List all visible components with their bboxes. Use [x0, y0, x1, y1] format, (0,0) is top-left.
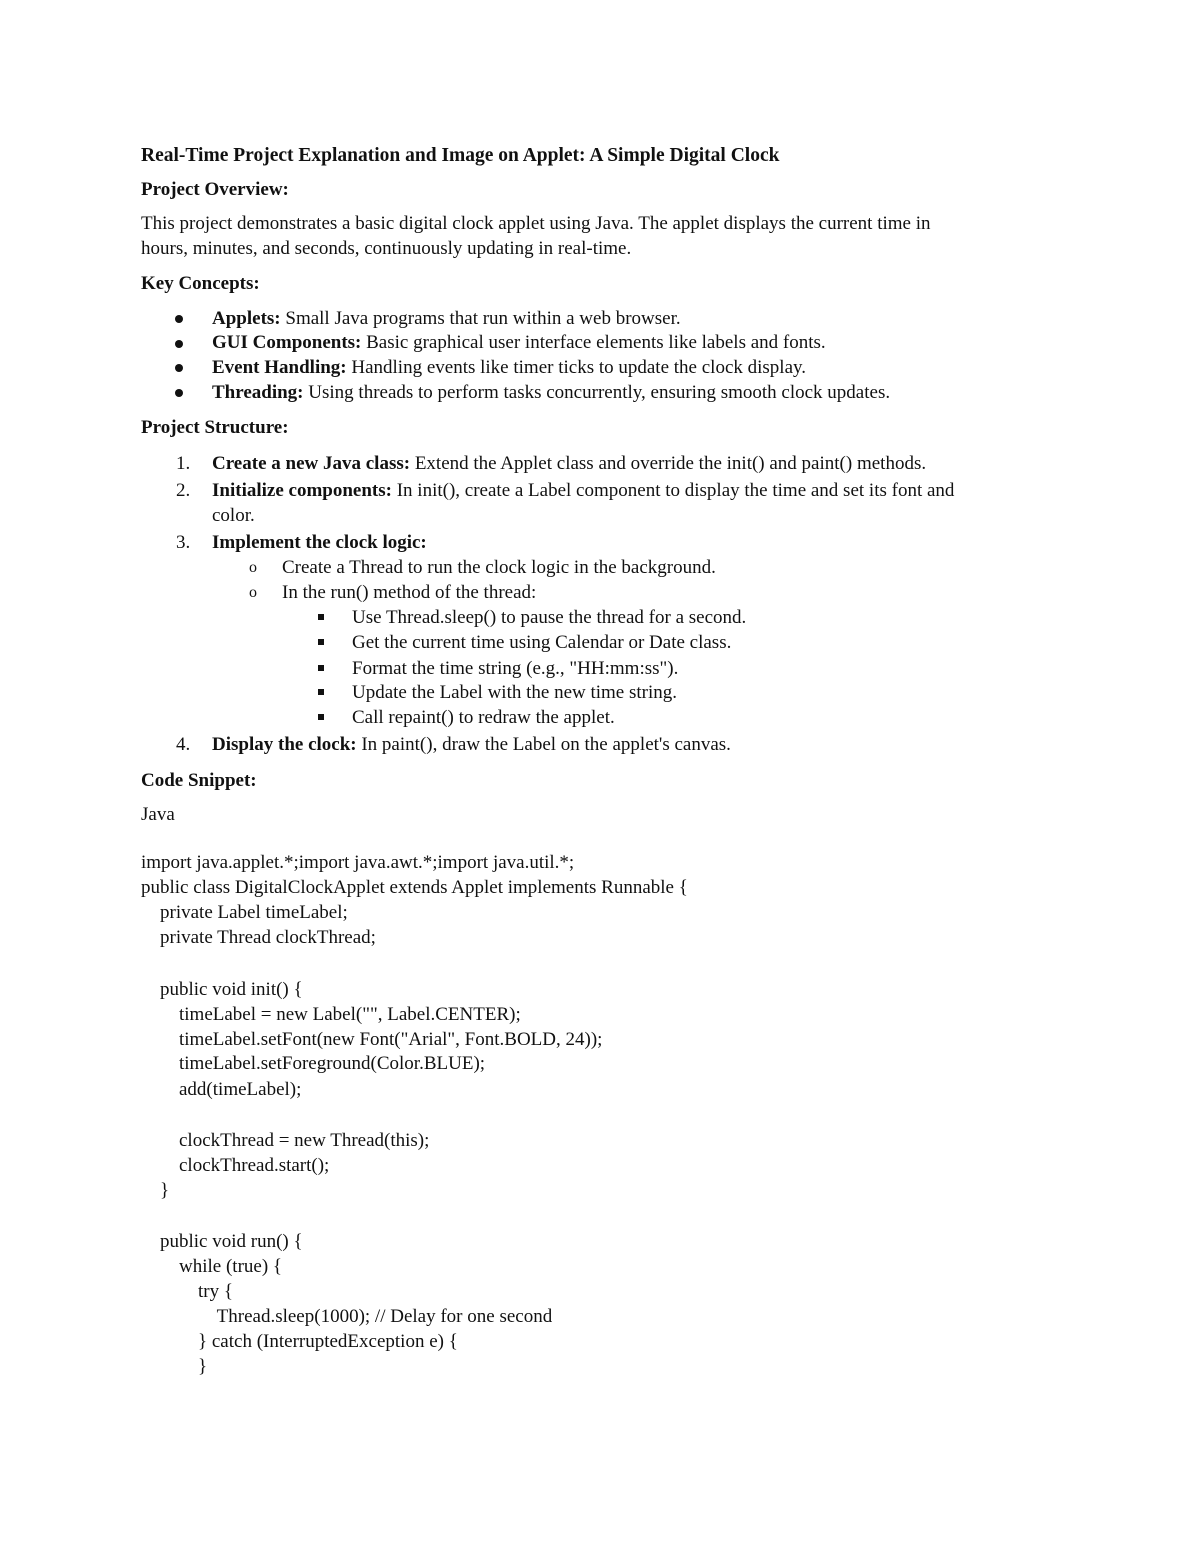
list-item — [212, 357, 806, 379]
list-item — [212, 308, 681, 330]
bullet-icon — [175, 315, 183, 323]
code-line: import java.applet.*;import java.awt.*;import java.util.*; — [141, 852, 575, 873]
list-item — [212, 332, 826, 354]
document-title: Real-Time Project Explanation and Image on Applet: A Simple Digital Clock — [141, 145, 780, 166]
code-line: private Label timeLabel; — [141, 902, 348, 923]
step-term: Implement the clock logic: — [212, 532, 427, 553]
code-line: Thread.sleep(1000); // Delay for one second — [141, 1306, 553, 1327]
step-text: Extend the Applet class and override the init() and paint() methods. — [410, 453, 927, 474]
code-line: public void init() { — [141, 979, 303, 1000]
code-line: } — [141, 1356, 208, 1377]
square-bullet-icon — [318, 714, 324, 720]
sub-sub-list-item: Format the time string (e.g., "HH:mm:ss"). — [352, 658, 679, 679]
list-item — [212, 382, 890, 404]
step-text-continued: color. — [212, 505, 255, 526]
sub-bullet-marker: o — [249, 559, 257, 576]
code-line: private Thread clockThread; — [141, 927, 376, 948]
square-bullet-icon — [318, 665, 324, 671]
overview-text-line-1: This project demonstrates a basic digital clock applet using Java. The applet displays the current time in — [141, 213, 931, 234]
step-number: 1. — [176, 453, 191, 474]
square-bullet-icon — [318, 689, 324, 695]
code-line: timeLabel = new Label("", Label.CENTER); — [141, 1004, 521, 1025]
sub-list-item: Create a Thread to run the clock logic in the background. — [282, 557, 716, 578]
step-text: In init(), create a Label component to display the time and set its font and — [391, 480, 955, 501]
bullet-icon — [175, 340, 183, 348]
list-item — [212, 532, 427, 554]
sub-sub-list-item: Call repaint() to redraw the applet. — [352, 707, 615, 728]
sub-sub-list-item: Update the Label with the new time string. — [352, 682, 678, 703]
sub-bullet-marker: o — [249, 584, 257, 601]
concept-term: Threading: — [212, 382, 304, 403]
concept-text: Basic graphical user interface elements like labels and fonts. — [361, 332, 826, 353]
overview-text-line-2: hours, minutes, and seconds, continuously updating in real-time. — [141, 238, 632, 259]
project-structure-heading: Project Structure: — [141, 417, 289, 438]
key-concepts-heading: Key Concepts: — [141, 273, 260, 294]
step-number: 2. — [176, 480, 191, 501]
bullet-icon — [175, 364, 183, 372]
code-line: timeLabel.setForeground(Color.BLUE); — [141, 1053, 486, 1074]
code-line: clockThread = new Thread(this); — [141, 1130, 430, 1151]
code-line: try { — [141, 1281, 233, 1302]
code-line: } — [141, 1180, 170, 1201]
step-text: In paint(), draw the Label on the applet's canvas. — [356, 734, 731, 755]
list-item — [212, 480, 954, 502]
step-number: 4. — [176, 734, 191, 755]
list-item — [212, 453, 926, 475]
list-item — [212, 734, 731, 756]
sub-sub-list-item: Use Thread.sleep() to pause the thread for a second. — [352, 607, 747, 628]
step-term: Create a new Java class: — [212, 453, 411, 474]
code-snippet-heading: Code Snippet: — [141, 770, 257, 791]
step-number: 3. — [176, 532, 191, 553]
sub-sub-list-item: Get the current time using Calendar or Date class. — [352, 632, 732, 653]
code-line: add(timeLabel); — [141, 1079, 302, 1100]
code-line: timeLabel.setFont(new Font("Arial", Font.BOLD, 24)); — [141, 1029, 603, 1050]
concept-term: GUI Components: — [212, 332, 362, 353]
concept-term: Event Handling: — [212, 357, 347, 378]
concept-text: Using threads to perform tasks concurrently, ensuring smooth clock updates. — [303, 382, 891, 403]
code-line: } catch (InterruptedException e) { — [141, 1331, 458, 1352]
sub-list-item: In the run() method of the thread: — [282, 582, 537, 603]
square-bullet-icon — [318, 639, 324, 645]
concept-text: Handling events like timer ticks to update the clock display. — [346, 357, 807, 378]
code-line: public void run() { — [141, 1231, 303, 1252]
code-line: public class DigitalClockApplet extends Applet implements Runnable { — [141, 877, 688, 898]
code-line: while (true) { — [141, 1256, 283, 1277]
overview-heading: Project Overview: — [141, 179, 289, 200]
step-term: Initialize components: — [212, 480, 392, 501]
concept-term: Applets: — [212, 308, 281, 329]
square-bullet-icon — [318, 614, 324, 620]
concept-text: Small Java programs that run within a web browser. — [280, 308, 681, 329]
bullet-icon — [175, 389, 183, 397]
step-term: Display the clock: — [212, 734, 357, 755]
code-language-label: Java — [141, 804, 175, 825]
code-line: clockThread.start(); — [141, 1155, 330, 1176]
